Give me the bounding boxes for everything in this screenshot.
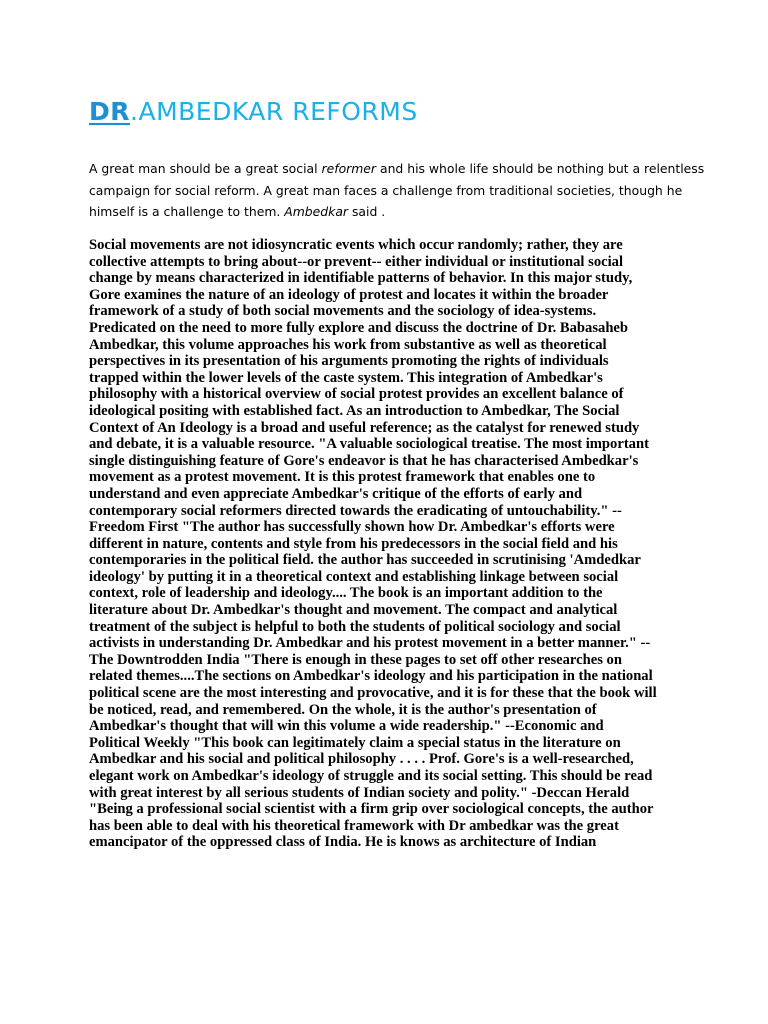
body-line: Gore examines the nature of an ideology of protest and locates it within the broader (89, 286, 609, 303)
quote-part-1: A great man should be a great social (89, 161, 322, 176)
quote-italic-ambedkar: Ambedkar (284, 204, 349, 219)
body-line: Ambedkar's thought that will win this volume a wide readership." --Economic and (89, 718, 604, 735)
page-title (89, 97, 418, 126)
body-line: single distinguishing feature of Gore's endeavor is that he has characterised Ambedkar's (89, 452, 639, 469)
body-line: different in nature, contents and style from his predecessors in the social field and his (89, 535, 618, 552)
intro-quote (89, 158, 709, 223)
body-line: elegant work on Ambedkar's ideology of struggle and its social setting. This should be read (89, 768, 653, 784)
quote-italic-reformer: reformer (321, 161, 377, 176)
title-rest: .AMBEDKAR REFORMS (130, 97, 418, 126)
body-line: Ambedkar and his social and political philosophy . . . . Prof. Gore's is a well-researched, (89, 751, 634, 768)
body-line: context, role of leadership and ideology.... The book is an important addition to the (89, 585, 603, 602)
body-line: be noticed, read, and remembered. On the whole, it is the author's presentation of (89, 701, 597, 718)
body-line: Freedom First "The author has successfully shown how Dr. Ambedkar's efforts were (89, 519, 615, 536)
body-line: ideological positing with established fact. As an introduction to Ambedkar, The Social (89, 402, 620, 419)
body-line: contemporary social reformers directed towards the eradicating of untouchability." -- (89, 502, 622, 519)
body-line: treatment of the subject is helpful to both the students of political sociology and social (89, 618, 621, 635)
body-line: Context of An Ideology is a broad and useful reference; as the catalyst for renewed study (89, 419, 640, 436)
body-line: contemporaries in the political field. the author has succeeded in scrutinising 'Amdedkar (89, 552, 641, 569)
body-line: philosophy with a historical overview of social protest provides an excellent balance of (89, 386, 624, 403)
body-line: Social movements are not idiosyncratic events which occur randomly; rather, they are (89, 237, 623, 253)
body-line: movement as a protest movement. It is this protest framework that enables one to (89, 469, 596, 486)
body-line: collective attempts to bring about--or prevent-- either individual or institutional social (89, 253, 623, 270)
body-paragraph (89, 237, 689, 851)
body-line: with great interest by all serious students of Indian society and polity." -Deccan Herald (89, 784, 630, 801)
body-line: emancipator of the oppressed class of India. He is knows as architecture of Indian (89, 834, 597, 851)
body-line: ideology' by putting it in a theoretical context and establishing linkage between social (89, 568, 619, 585)
body-line: literature about Dr. Ambedkar's thought and movement. The compact and analytical (89, 602, 618, 619)
body-line: Ambedkar, this volume approaches his work from substantive as well as theoretical (89, 336, 607, 353)
body-line: Political Weekly "This book can legitimately claim a special status in the literature on (89, 734, 621, 751)
body-line: and debate, it is a valuable resource. "A valuable sociological treatise. The most important (89, 436, 649, 453)
body-line: perspectives in its presentation of his arguments promoting the rights of individuals (89, 353, 609, 370)
body-line: political scene are the most interesting and provocative, and it is for these that the book will (89, 685, 657, 702)
body-line: change by means characterized in identifiable patterns of behavior. In this major study, (89, 270, 633, 287)
body-line: understand and even appreciate Ambedkar's critique of the efforts of early and (89, 485, 583, 502)
body-line: Predicated on the need to more fully explore and discuss the doctrine of Dr. Babasaheb (89, 319, 629, 336)
body-line: activists in understanding Dr. Ambedkar and his protest movement in a better manner." -- (89, 635, 651, 652)
body-line: trapped within the lower levels of the caste system. This integration of Ambedkar's (89, 369, 603, 386)
body-line: has been able to deal with his theoretical framework with Dr ambedkar was the great (89, 817, 619, 834)
body-line: The Downtrodden India "There is enough in these pages to set off other researches on (89, 651, 622, 668)
body-line: "Being a professional social scientist with a firm grip over sociological concepts, the author (89, 801, 654, 818)
title-prefix: DR (89, 97, 131, 126)
body-line: related themes....The sections on Ambedkar's ideology and his participation in the national (89, 668, 653, 685)
quote-part-3: said . (348, 204, 386, 219)
body-line: framework of a study of both social movements and the sociology of idea-systems. (89, 303, 597, 320)
quote-part-2: and his whole life should be nothing but a relentless campaign for social reform. A great man faces a challenge from traditional societies, though he himself is a challenge to them. (89, 161, 705, 219)
